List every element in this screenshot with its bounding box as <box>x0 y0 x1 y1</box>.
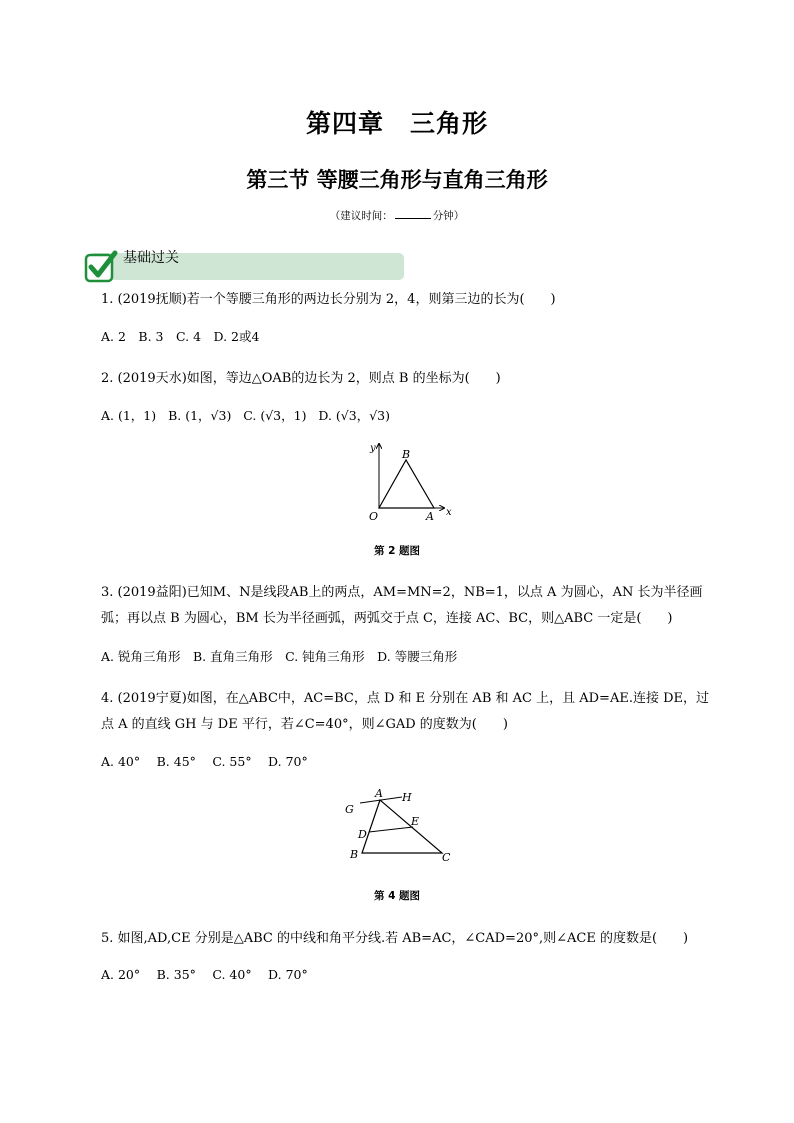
question-3-line-2: 弧；再以点 B 为圆心，BM 长为半径画弧，两弧交于点 C，连接 AC、BC，则△ABC 一定是( ) <box>101 611 673 626</box>
option-d: D. (√3，√3) <box>318 408 390 423</box>
label-e: E <box>411 815 420 828</box>
time-blank <box>395 208 431 219</box>
label-x: x <box>446 507 452 518</box>
chapter-title: 第四章 三角形 <box>305 109 488 138</box>
question-4-line-1: 4. (2019宁夏)如图，在△ABC中，AC=BC，点 D 和 E 分别在 AB 和 AC 上，且 AD=AE.连接 DE，过 <box>101 691 709 706</box>
question-2-options <box>101 406 390 424</box>
time-prefix: （建议时间： <box>329 210 393 222</box>
question-5-options: A. 20° B. 35° C. 40° D. 70° <box>101 967 308 982</box>
figure-2-caption: 第 2 题图 <box>373 545 421 557</box>
suggested-time <box>0 208 794 223</box>
equilateral-triangle-oab <box>379 460 434 508</box>
label-c: C <box>442 851 451 864</box>
figure-q2-coordinate-triangle <box>360 438 460 524</box>
question-4-line-2: 点 A 的直线 GH 与 DE 平行，若∠C=40°，则∠GAD 的度数为( ) <box>101 717 508 732</box>
time-suffix: 分钟） <box>432 210 465 222</box>
badge-label: 基础过关 <box>123 250 179 266</box>
option-a: A. (1，1) <box>101 408 157 423</box>
section-title: 第三节 等腰三角形与直角三角形 <box>246 168 548 192</box>
segment-de <box>369 827 413 832</box>
figure-q4-triangle <box>340 786 460 866</box>
option-b: B. (1，√3) <box>168 408 232 423</box>
question-2-text: 2. (2019天水)如图，等边△OAB的边长为 2，则点 B 的坐标为( ) <box>101 371 501 386</box>
label-b: B <box>350 848 359 861</box>
figure-4-caption: 第 4 题图 <box>373 890 421 902</box>
label-g: G <box>345 803 354 816</box>
label-h: H <box>402 791 412 804</box>
label-a: A <box>375 787 383 800</box>
label-b: B <box>402 448 411 461</box>
checkmark-icon <box>84 249 118 283</box>
label-y: y <box>370 443 376 454</box>
label-o: O <box>369 510 379 523</box>
question-1-options: A. 2 B. 3 C. 4 D. 2或4 <box>101 329 260 344</box>
option-c: C. (√3，1) <box>243 408 307 423</box>
question-5-text: 5. 如图,AD,CE 分别是△ABC 的中线和角平分线.若 AB=AC，∠CAD=20°,则∠ACE 的度数是( ) <box>101 931 689 946</box>
label-a: A <box>426 510 434 523</box>
label-d: D <box>358 828 367 841</box>
question-1-text: 1. (2019抚顺)若一个等腰三角形的两边长分别为 2，4，则第三边的长为( ) <box>101 292 556 307</box>
question-3-options: A. 锐角三角形 B. 直角三角形 C. 钝角三角形 D. 等腰三角形 <box>101 649 458 664</box>
question-3-line-1: 3. (2019益阳)已知M、N是线段AB上的两点，AM=MN=2，NB=1，以点 A 为圆心，AN 长为半径画 <box>101 585 703 600</box>
question-4-options: A. 40° B. 45° C. 55° D. 70° <box>101 754 308 769</box>
triangle-abc <box>362 800 442 853</box>
